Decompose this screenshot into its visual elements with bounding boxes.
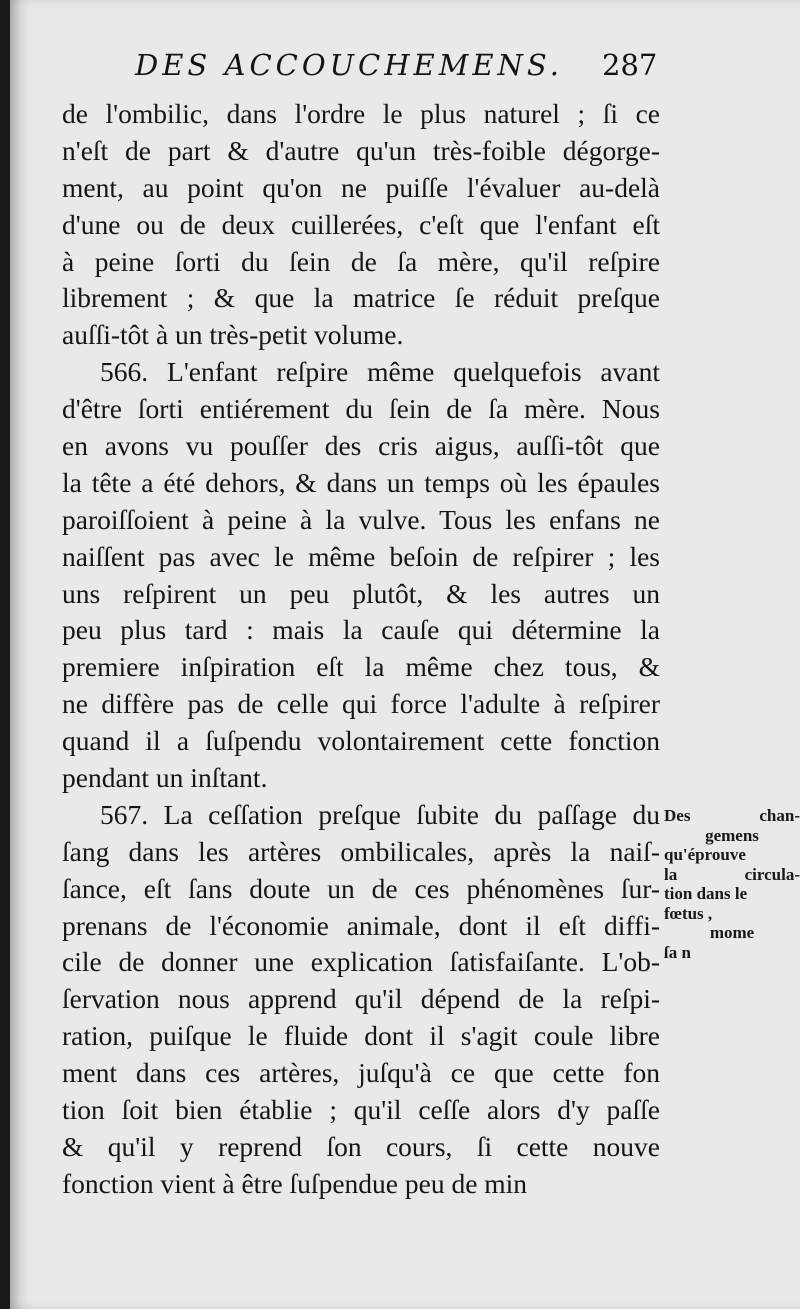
text-line: premiere inſpiration eſt la même chez tous, & (62, 651, 660, 683)
text-line: en avons vu pouſſer des cris aigus, auſſi-tôt que (62, 430, 660, 462)
text-line: paroiſſoient à peine à la vulve. Tous les enfans ne (62, 503, 660, 535)
text-line: ment dans ces artères, juſqu'à ce que cette fon (62, 1057, 660, 1089)
body-text (62, 96, 660, 1203)
text-line: uns reſpirent un peu plutôt, & les autres un (62, 577, 660, 609)
text-line: tion ſoit bien établie ; qu'il ceſſe alors d'y paſſe (62, 1094, 660, 1126)
text-line: ſervation nous apprend qu'il dépend de la reſpi- (62, 983, 660, 1015)
text-line: de l'ombilic, dans l'ordre le plus naturel ; ſi ce (62, 98, 660, 129)
text-line: fonction vient à être ſuſpendue peu de min (62, 1167, 528, 1199)
text-line: d'une ou de deux cuillerées, c'eſt que l'enfant eſt (62, 208, 660, 240)
page-header (10, 48, 800, 92)
text-line: prenans de l'économie animale, dont il eſt diffi- (62, 909, 660, 941)
text-line: ſang dans les artères ombilicales, après la naiſ- (62, 835, 660, 867)
text-line: d'être ſorti entiérement du ſein de ſa mère. Nous (62, 393, 660, 425)
text-line: librement ; & que la matrice ſe réduit preſque (62, 282, 660, 314)
margin-note (664, 806, 800, 962)
running-head: DES ACCOUCHEMENS. (135, 48, 563, 82)
margin-note-line: gemens (705, 825, 759, 845)
margin-note-line: ſa n (664, 942, 691, 962)
text-line: ſance, eſt ſans doute un de ces phénomènes ſur- (62, 872, 660, 904)
text-line: & qu'il y reprend ſon cours, ſi cette nouve (62, 1130, 660, 1162)
margin-note-line: mome (709, 923, 755, 942)
text-line: ne diffère pas de celle qui force l'adulte à reſpirer (62, 688, 660, 720)
margin-note-line: tion dans le (664, 884, 748, 903)
text-line: pendant un inſtant. (62, 762, 268, 794)
margin-note-line: qu'éprouve (664, 845, 746, 864)
book-page (10, 0, 800, 1309)
text-line: auſſi-tôt à un très-petit volume. (62, 319, 404, 351)
text-line: à peine ſorti du ſein de ſa mère, qu'il reſpire (62, 245, 660, 277)
text-line: ration, puiſque le fluide dont il s'agit coule libre (62, 1020, 660, 1052)
text-line: la tête a été dehors, & dans un temps où les épaules (62, 466, 660, 498)
text-line: cile de donner une explication ſatisfaiſante. L'ob- (62, 946, 660, 978)
page-number: 287 (602, 48, 658, 82)
paragraph-567-start: 567. La ceſſation preſque ſubite du paſſage du (100, 798, 660, 830)
text-line: naiſſent pas avec le même beſoin de reſpirer ; les (62, 540, 660, 572)
text-line: ment, au point qu'on ne puiſſe l'évaluer au-delà (62, 171, 660, 203)
margin-note-line: la circula- (664, 864, 800, 884)
text-line: peu plus tard : mais la cauſe qui détermine la (62, 614, 660, 646)
margin-note-line: fœtus , (664, 903, 713, 923)
text-line: n'eſt de part & d'autre qu'un très-foible dégorge- (62, 134, 660, 166)
margin-note-line: Des chan- (664, 806, 800, 825)
text-line: quand il a ſuſpendu volontairement cette fonction (62, 725, 660, 757)
paragraph-566-start: 566. L'enfant reſpire même quelquefois avant (100, 356, 660, 388)
